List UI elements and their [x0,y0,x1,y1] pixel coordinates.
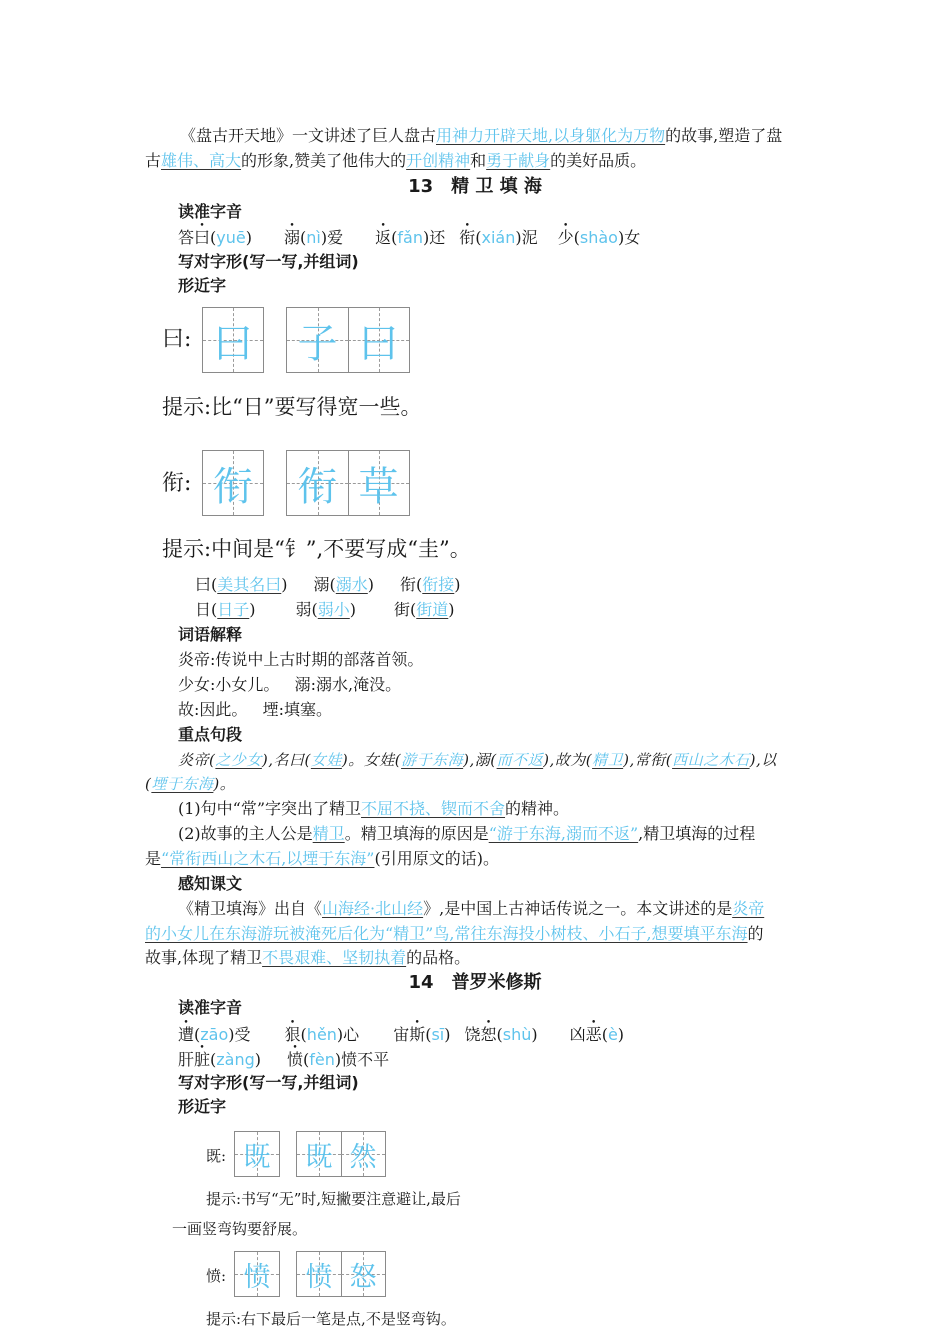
pinyin: shào [579,228,618,247]
pinyin: zàng [216,1050,255,1069]
vocab-line: 故:因此。 堙:填塞。 [178,700,333,719]
section-heading-read: 读准字音 [178,202,243,221]
pronunciation-row [178,1025,654,1045]
writing-tip-cont: 一画竖弯钩要舒展。 [172,1220,308,1238]
word-group: 弱(弱小) [295,600,357,619]
pronunciation-row [178,1050,419,1070]
pronunciation-item: 遭(zāo)受 [178,1025,251,1044]
section-heading-similar: 形近字 [178,276,227,295]
pinyin: nì [306,228,321,247]
word-group: 溺(溺水) [313,575,375,594]
writing-grid: 愤 [234,1251,280,1297]
char-label: 既: [206,1147,227,1165]
pronunciation-item: 狠(hěn)心 [284,1025,360,1044]
lesson-13-title: 13 精 卫 填 海 [408,176,542,197]
key-passage-line-1: 炎帝(之少女),名曰(女娃)。女娃(游于东海),溺(而不返),故为(精卫),常衔(西山之木石),以 [178,751,777,769]
question-2-cont: 是“常衔西山之木石,以堙于东海”(引用原文的话)。 [145,849,499,868]
pinyin: hěn [306,1025,337,1044]
pinyin: zāo [200,1025,229,1044]
intro-line-2: 古雄伟、高大的形象,赞美了他伟大的开创精神和勇于献身的美好品质。 [145,151,647,170]
question-1: (1)句中“常”字突出了精卫不屈不挠、锲而不舍的精神。 [178,799,570,818]
pronunciation-item: 愤(fèn)愤不平 [287,1050,390,1069]
writing-tip: 提示:中间是“钅”,不要写成“圭”。 [162,537,471,561]
section-heading-similar: 形近字 [178,1097,227,1116]
pinyin: è [607,1025,618,1044]
word-group: 日(日子) [195,600,256,619]
pronunciation-item: 宙斯(sī) [393,1025,451,1044]
key-passage-line-2: (堙于东海)。 [145,775,236,793]
intro-line-1: 《盘古开天地》一文讲述了巨人盘古用神力开辟天地,以身躯化为万物的故事,塑造了盘 [180,126,783,145]
pronunciation-item: 肝脏(zàng) [178,1050,262,1069]
writing-grid-double: 子 曰 [286,307,410,373]
feel-line-1: 《精卫填海》出自《山海经·北山经》,是中国上古神话传说之一。本文讲述的是炎帝 [178,899,765,918]
question-2: (2)故事的主人公是精卫。精卫填海的原因是“游于东海,溺而不返”,精卫填海的过程 [178,824,756,843]
writing-grid: 曰 [202,307,264,373]
writing-grid-double: 衔 草 [286,450,410,516]
section-heading-read: 读准字音 [178,998,243,1017]
section-heading-feel: 感知课文 [178,874,243,893]
writing-tip: 提示:比“日”要写得宽一些。 [162,395,422,419]
vocab-line: 少女:小女儿。 溺:溺水,淹没。 [178,675,402,694]
writing-grid-double: 既 然 [296,1131,386,1177]
pronunciation-row [178,228,670,248]
pinyin: sī [431,1025,445,1044]
pinyin: yuē [216,228,246,247]
pronunciation-item: 溺(nì)爱 [283,228,344,247]
word-group: 曰(美其名曰) [195,575,288,594]
pronunciation-item: 返(fǎn)还 [375,228,446,247]
vocab-line: 炎帝:传说中上古时期的部落首领。 [178,650,424,669]
pinyin: shù [502,1025,532,1044]
section-heading-vocab: 词语解释 [178,625,243,644]
writing-grid: 衔 [202,450,264,516]
char-label: 曰: [162,327,192,352]
writing-grid-double: 愤 怒 [296,1251,386,1297]
feel-line-2: 的小女儿在东海游玩被淹死后化为“精卫”鸟,常往东海投小树枝、小石子,想要填平东海的 [145,924,764,943]
section-heading-write: 写对字形(写一写,并组词) [178,1073,359,1092]
char-label: 愤: [206,1267,227,1285]
lesson-14-title: 14 普罗米修斯 [408,972,542,993]
pronunciation-item: 少(shào)女 [557,228,641,247]
word-group-row [195,575,485,595]
section-heading-key: 重点句段 [178,725,243,744]
writing-tip: 提示:右下最后一笔是点,不是竖弯钩。 [206,1310,456,1328]
feel-line-3: 故事,体现了精卫不畏艰难、坚韧执着的品格。 [145,948,471,967]
word-group-row [195,600,479,620]
pronunciation-item: 饶恕(shù) [464,1025,538,1044]
section-heading-write: 写对字形(写一写,并组词) [178,252,359,271]
word-group: 街(街道) [394,600,455,619]
char-label: 衔: [162,471,192,496]
pinyin: xián [481,228,516,247]
pinyin: fèn [309,1050,335,1069]
pronunciation-item: 答曰(yuē) [178,228,252,247]
word-group: 衔(衔接) [400,575,461,594]
writing-tip: 提示:书写“无”时,短撇要注意避让,最后 [206,1190,461,1208]
pronunciation-item: 衔(xián)泥 [459,228,538,247]
pinyin: fǎn [397,228,423,247]
writing-grid: 既 [234,1131,280,1177]
pronunciation-item: 凶恶(è) [569,1025,625,1044]
